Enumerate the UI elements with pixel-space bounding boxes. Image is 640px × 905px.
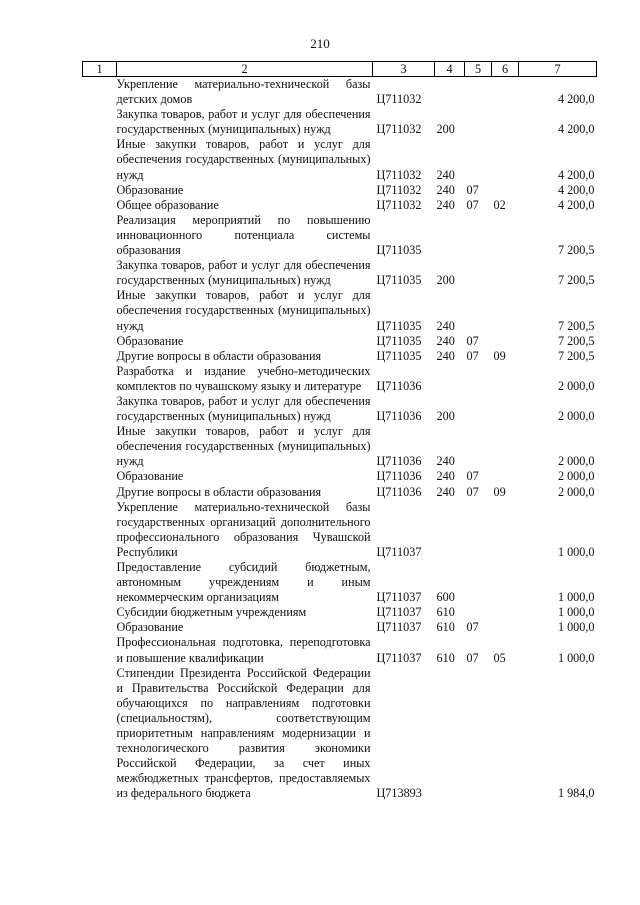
cell-amount: 4 200,0 (557, 197, 595, 212)
table-row (83, 334, 597, 349)
cell-code: Ц711035 (376, 273, 422, 288)
cell-expense-type (435, 77, 465, 108)
cell-empty (83, 107, 117, 137)
cell-expense-type: 600 (436, 590, 455, 605)
cell-expense-type: 610 (436, 620, 455, 635)
cell-empty (83, 77, 117, 108)
cell-empty (83, 500, 117, 560)
cell-amount: 1 984,0 (557, 786, 595, 801)
cell-name: Разработка и издание учебно-методических комплектов по чувашскому языку и литературе (116, 363, 371, 393)
table-row (83, 107, 597, 137)
cell-subsection (492, 364, 519, 394)
cell-section (465, 77, 492, 108)
cell-expense-type: 200 (436, 122, 455, 137)
cell-subsection (492, 77, 519, 108)
table-row (83, 258, 597, 288)
cell-empty (83, 620, 117, 635)
cell-code: Ц711035 (376, 348, 422, 363)
cell-subsection (492, 666, 519, 802)
cell-section: 07 (466, 333, 479, 348)
cell-expense-type: 240 (436, 333, 455, 348)
cell-section: 07 (466, 182, 479, 197)
cell-name: Образование (116, 620, 184, 635)
cell-section: 07 (466, 620, 479, 635)
table-row (83, 394, 597, 424)
cell-code: Ц711032 (376, 122, 422, 137)
table-header-row (83, 62, 597, 77)
cell-name: Иные закупки товаров, работ и услуг для обеспечения государственных (муниципальных) нужд (116, 288, 371, 333)
cell-expense-type: 200 (436, 273, 455, 288)
cell-code: Ц711037 (376, 605, 422, 620)
table-row (83, 666, 597, 802)
table-row (83, 137, 597, 182)
cell-empty (83, 198, 117, 213)
cell-name: Укрепление материально-технической базы государственных организаций дополнительного профессионального образования Чувашской Республики (116, 499, 371, 559)
cell-amount: 1 000,0 (557, 605, 595, 620)
cell-section (465, 605, 492, 620)
cell-section: 07 (466, 650, 479, 665)
cell-expense-type: 240 (436, 454, 455, 469)
cell-amount: 1 000,0 (557, 650, 595, 665)
cell-subsection: 09 (493, 348, 506, 363)
cell-code: Ц711032 (376, 92, 422, 107)
table-row (83, 500, 597, 560)
cell-code: Ц713893 (376, 786, 422, 801)
cell-expense-type: 240 (436, 167, 455, 182)
table-row (83, 183, 597, 198)
table-row (83, 349, 597, 364)
cell-code: Ц711032 (376, 182, 422, 197)
header-col-3: 3 (373, 62, 435, 77)
cell-amount: 4 200,0 (557, 92, 595, 107)
cell-subsection (492, 560, 519, 605)
cell-section: 07 (466, 469, 479, 484)
cell-empty (83, 349, 117, 364)
table-row (83, 198, 597, 213)
header-col-5: 5 (465, 62, 492, 77)
cell-amount: 1 000,0 (557, 544, 595, 559)
table-row (83, 77, 597, 108)
cell-name: Образование (116, 469, 184, 484)
cell-subsection: 09 (493, 484, 506, 499)
cell-code: Ц711036 (376, 469, 422, 484)
cell-amount: 7 200,5 (557, 318, 595, 333)
cell-subsection (492, 334, 519, 349)
cell-empty (83, 213, 117, 258)
cell-section: 07 (466, 484, 479, 499)
cell-empty (83, 288, 117, 333)
cell-amount: 2 000,0 (557, 454, 595, 469)
cell-subsection (492, 394, 519, 424)
cell-empty (83, 394, 117, 424)
table-row (83, 620, 597, 635)
cell-expense-type: 200 (436, 409, 455, 424)
table-row (83, 635, 597, 665)
cell-amount: 7 200,5 (557, 243, 595, 258)
cell-empty (83, 605, 117, 620)
cell-amount: 2 000,0 (557, 378, 595, 393)
cell-section (465, 500, 492, 560)
cell-name: Закупка товаров, работ и услуг для обеспечения государственных (муниципальных) нужд (116, 107, 371, 137)
cell-name: Образование (116, 333, 184, 348)
budget-table (82, 61, 597, 802)
cell-section (465, 137, 492, 182)
table-row (83, 213, 597, 258)
cell-name: Профессиональная подготовка, переподготовка и повышение квалификации (116, 635, 371, 665)
cell-expense-type: 240 (436, 197, 455, 212)
cell-code: Ц711037 (376, 620, 422, 635)
cell-code: Ц711035 (376, 318, 422, 333)
cell-code: Ц711037 (376, 544, 422, 559)
cell-name: Закупка товаров, работ и услуг для обеспечения государственных (муниципальных) нужд (116, 258, 371, 288)
cell-section: 07 (466, 197, 479, 212)
cell-amount: 2 000,0 (557, 409, 595, 424)
cell-section: 07 (466, 348, 479, 363)
cell-section (465, 666, 492, 802)
cell-name: Иные закупки товаров, работ и услуг для обеспечения государственных (муниципальных) нужд (116, 137, 371, 182)
cell-subsection (492, 605, 519, 620)
cell-section (465, 424, 492, 469)
cell-code: Ц711036 (376, 454, 422, 469)
table-row (83, 485, 597, 500)
cell-subsection (492, 258, 519, 288)
cell-name: Стипендии Президента Российской Федерации и Правительства Российской Федерации для обучающихся по направлениям подготовки (специальностям), соответствующим приоритетным направлениям модернизации и технологического развития экономики Российской Федерации, за счет иных межбюджетных трансфертов, предоставляемых из федерального бюджета (116, 665, 371, 801)
header-col-2: 2 (117, 62, 373, 77)
cell-subsection (492, 620, 519, 635)
cell-name: Укрепление материально-технической базы детских домов (116, 77, 371, 107)
cell-section (465, 394, 492, 424)
cell-empty (83, 485, 117, 500)
cell-section (465, 213, 492, 258)
cell-subsection: 05 (493, 650, 506, 665)
cell-expense-type: 610 (436, 605, 455, 620)
cell-expense-type (435, 666, 465, 802)
cell-section (465, 560, 492, 605)
cell-empty (83, 364, 117, 394)
header-col-6: 6 (492, 62, 519, 77)
cell-empty (83, 666, 117, 802)
cell-subsection (492, 424, 519, 469)
cell-empty (83, 469, 117, 484)
cell-amount: 7 200,5 (557, 273, 595, 288)
cell-amount: 4 200,0 (557, 167, 595, 182)
cell-amount: 1 000,0 (557, 590, 595, 605)
cell-amount: 2 000,0 (557, 469, 595, 484)
header-col-4: 4 (435, 62, 465, 77)
page-number: 210 (310, 36, 330, 51)
cell-amount: 7 200,5 (557, 333, 595, 348)
cell-expense-type: 240 (436, 318, 455, 333)
cell-code: Ц711035 (376, 243, 422, 258)
table-row (83, 469, 597, 484)
cell-section (465, 107, 492, 137)
cell-subsection: 02 (493, 197, 506, 212)
cell-code: Ц711036 (376, 409, 422, 424)
cell-name: Иные закупки товаров, работ и услуг для обеспечения государственных (муниципальных) нужд (116, 424, 371, 469)
cell-empty (83, 560, 117, 605)
header-col-1: 1 (83, 62, 117, 77)
cell-empty (83, 137, 117, 182)
cell-name: Другие вопросы в области образования (116, 484, 322, 499)
cell-code: Ц711035 (376, 333, 422, 348)
header-col-7: 7 (519, 62, 597, 77)
table-row (83, 424, 597, 469)
cell-expense-type: 240 (436, 348, 455, 363)
cell-subsection (492, 288, 519, 333)
cell-expense-type (435, 500, 465, 560)
cell-section (465, 288, 492, 333)
cell-subsection (492, 107, 519, 137)
cell-code: Ц711036 (376, 378, 422, 393)
cell-subsection (492, 183, 519, 198)
cell-code: Ц711032 (376, 197, 422, 212)
cell-subsection (492, 500, 519, 560)
table-row (83, 288, 597, 333)
cell-empty (83, 258, 117, 288)
cell-name: Общее образование (116, 197, 219, 212)
cell-expense-type (435, 213, 465, 258)
table-row (83, 560, 597, 605)
cell-code: Ц711037 (376, 590, 422, 605)
cell-name: Образование (116, 182, 184, 197)
cell-amount: 4 200,0 (557, 182, 595, 197)
cell-subsection (492, 469, 519, 484)
cell-code: Ц711036 (376, 484, 422, 499)
cell-expense-type: 240 (436, 182, 455, 197)
cell-empty (83, 635, 117, 665)
cell-code: Ц711037 (376, 650, 422, 665)
cell-expense-type: 240 (436, 469, 455, 484)
cell-expense-type: 610 (436, 650, 455, 665)
cell-name: Реализация мероприятий по повышению инновационного потенциала системы образования (116, 212, 371, 258)
cell-name: Другие вопросы в области образования (116, 348, 322, 363)
cell-amount: 1 000,0 (557, 620, 595, 635)
cell-empty (83, 424, 117, 469)
cell-expense-type (435, 364, 465, 394)
cell-empty (83, 334, 117, 349)
cell-section (465, 364, 492, 394)
cell-expense-type: 240 (436, 484, 455, 499)
cell-amount: 2 000,0 (557, 484, 595, 499)
cell-empty (83, 183, 117, 198)
cell-name: Закупка товаров, работ и услуг для обеспечения государственных (муниципальных) нужд (116, 393, 371, 424)
cell-subsection (492, 137, 519, 182)
cell-subsection (492, 213, 519, 258)
cell-code: Ц711032 (376, 167, 422, 182)
table-row (83, 364, 597, 394)
cell-name: Субсидии бюджетным учреждениям (116, 605, 307, 620)
cell-amount: 4 200,0 (557, 122, 595, 137)
table-row (83, 605, 597, 620)
cell-amount: 7 200,5 (557, 348, 595, 363)
cell-section (465, 258, 492, 288)
cell-name: Предоставление субсидий бюджетным, автономным учреждениям и иным некоммерческим организациям (116, 560, 371, 605)
